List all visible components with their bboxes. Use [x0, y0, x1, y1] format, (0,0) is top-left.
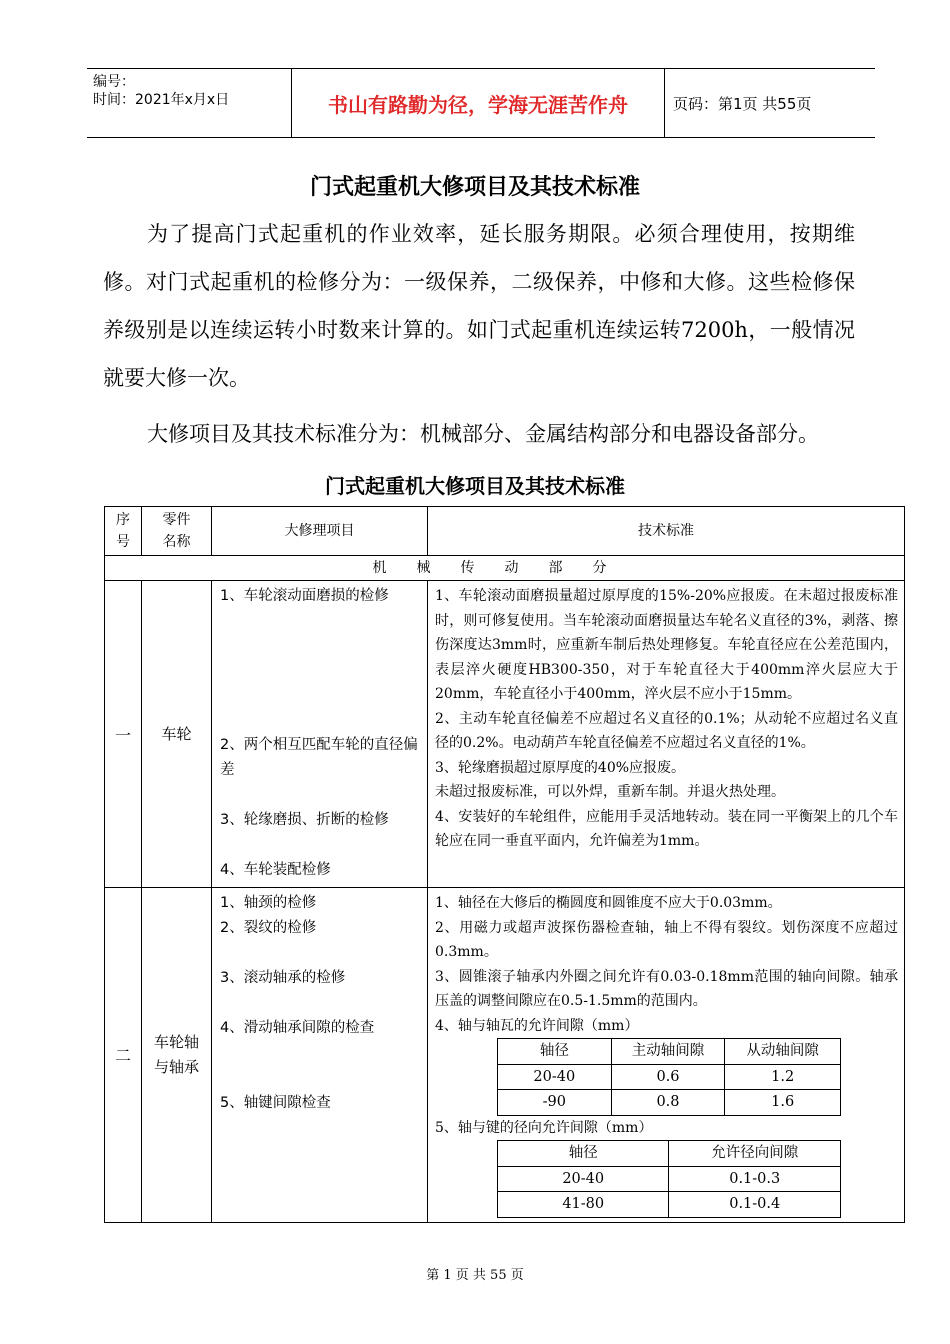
time-label: 时间：2021年x月x日 — [93, 92, 230, 108]
sub-table-row: 41-80 0.1-0.4 — [498, 1192, 841, 1218]
row-standards — [428, 581, 905, 888]
header-part: 零件 名称 — [142, 507, 212, 556]
standard-text: 1、车轮滚动面磨损量超过原厚度的15%-20%应报废。在未超过报废标准时，则可修复使用。当车轮滚动面磨损量达车轮名义直径的3%，剥落、擦伤深度达3mm时，应重新车制后热处理修复。车轮直径应在公差范围内，表层淬火硬度HB300-350，对于车轮直径大于400mm淬火层应大于20mm，车轮直径小于400mm，淬火层不应小于15mm。 — [435, 588, 898, 702]
repair-item: 5、轴键间隙检查 — [220, 1095, 331, 1111]
standard-text: 3、轮缘磨损超过原厚度的40%应报废。 — [435, 759, 686, 776]
row-seq: 二 — [105, 888, 142, 1223]
header-meta — [87, 69, 291, 137]
repair-standards-table — [104, 506, 905, 1223]
repair-item: 1、轴颈的检修 — [220, 895, 317, 911]
table-row — [105, 888, 905, 1223]
standard-text: 1、轴径在大修后的椭圆度和圆锥度不应大于0.03mm。 — [435, 895, 782, 911]
sub-table-row: -90 0.8 1.6 — [498, 1090, 841, 1116]
scope-paragraph: 大修项目及其技术标准分为：机械部分、金属结构部分和电器设备部分。 — [147, 422, 819, 446]
repair-item: 1、车轮滚动面磨损的检修 — [220, 588, 389, 604]
table-row — [105, 581, 905, 888]
page-footer: 第 1 页 共 55 页 — [426, 1268, 524, 1283]
sub-table-row: 20-40 0.1-0.3 — [498, 1166, 841, 1192]
section-row — [105, 556, 905, 581]
repair-item: 3、轮缘磨损、折断的检修 — [220, 812, 389, 828]
sub-table-row: 20-40 0.6 1.2 — [498, 1064, 841, 1090]
header-item: 大修理项目 — [212, 507, 428, 556]
serial-label: 编号： — [93, 74, 135, 90]
standard-text: 5、轴与键的径向允许间隙（mm） — [435, 1119, 653, 1136]
repair-item: 3、滚动轴承的检修 — [220, 970, 346, 986]
standard-text: 3、圆锥滚子轴承内外圈之间允许有0.03-0.18mm范围的轴向间隙。轴承压盖的调整间隙应在0.5-1.5mm的范围内。 — [435, 968, 898, 1009]
standard-text: 2、用磁力或超声波探伤器检查轴，轴上不得有裂纹。划伤深度不应超过0.3mm。 — [435, 919, 898, 960]
row-part-name: 车轮 — [142, 581, 212, 888]
sub-table-header: 轴径 主动轴间隙 从动轴间隙 — [498, 1039, 841, 1065]
repair-item: 4、滑动轴承间隙的检查 — [220, 1020, 375, 1036]
row-items — [212, 581, 428, 888]
row-seq: 一 — [105, 581, 142, 888]
page-label: 页码：第1页 共55页 — [673, 94, 812, 113]
table-title: 门式起重机大修项目及其技术标准 — [325, 474, 625, 498]
standard-text: 未超过报废标准，可以外焊，重新车制。并退火热处理。 — [435, 784, 785, 800]
standard-text: 2、主动车轮直径偏差不应超过名义直径的0.1%；从动轮不应超过名义直径的0.2%。电动葫芦车轮直径偏差不应超过名义直径的1%。 — [435, 710, 898, 751]
sub-table-header: 轴径 允许径向间隙 — [498, 1141, 841, 1167]
row-part-name: 车轮轴 与轴承 — [142, 888, 212, 1223]
standard-text: 4、轴与轴瓦的允许间隙（mm） — [435, 1017, 639, 1034]
key-clearance-table — [497, 1140, 841, 1218]
standard-text: 4、安装好的车轮组件，应能用手灵活地转动。装在同一平衡架上的几个车轮应在同一垂直平面内，允许偏差为1mm。 — [435, 808, 898, 849]
row-standards — [428, 888, 905, 1223]
document-title: 门式起重机大修项目及其技术标准 — [309, 175, 640, 200]
bearing-clearance-table — [497, 1038, 841, 1116]
header-seq: 序 号 — [105, 507, 142, 556]
section-title: 机械传动部分 — [105, 556, 905, 581]
header-standard: 技术标准 — [428, 507, 905, 556]
repair-item: 4、车轮装配检修 — [220, 862, 331, 878]
page-header — [87, 68, 875, 138]
table-header-row — [105, 507, 905, 556]
motto: 书山有路勤为径，学海无涯苦作舟 — [291, 69, 665, 137]
row-items — [212, 888, 428, 1223]
repair-item: 2、裂纹的检修 — [220, 920, 317, 936]
intro-paragraph: 为了提高门式起重机的作业效率，延长服务期限。必须合理使用，按期维修。对门式起重机的检修分为：一级保养，二级保养，中修和大修。这些检修保养级别是以连续运转小时数来计算的。如门式起重机连续运转7200h，一般情况就要大修一次。 — [103, 222, 855, 390]
repair-item: 2、两个相互匹配车轮的直径偏差 — [220, 737, 418, 778]
